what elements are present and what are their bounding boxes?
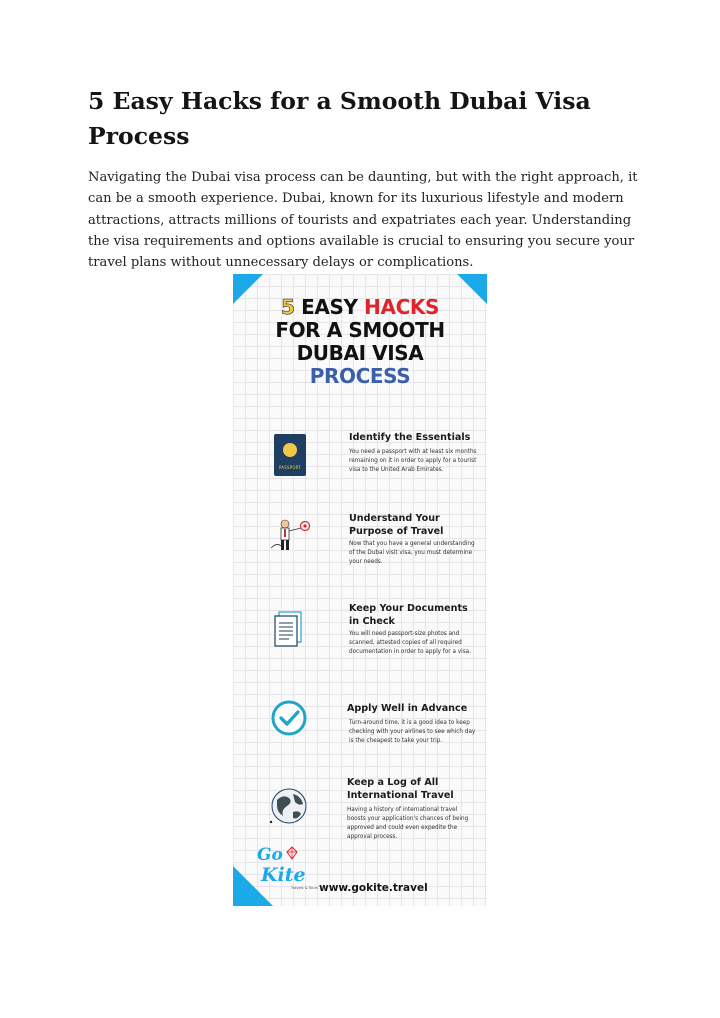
headline-line-3: DUBAI VISA: [296, 341, 424, 365]
globe-icon: [267, 784, 311, 828]
document-icon: [267, 608, 311, 652]
gokite-logo: [251, 842, 323, 898]
step-3-title: Keep Your Documents in Check: [349, 603, 468, 627]
headline-number: 5: [281, 295, 295, 319]
infographic-image: [233, 274, 487, 906]
logo-go-text: Go: [257, 845, 283, 865]
headline-hacks: HACKS: [364, 295, 439, 319]
headline-easy: EASY: [301, 295, 358, 319]
headline-line-4: PROCESS: [309, 364, 411, 388]
page-title: 5 Easy Hacks for a Smooth Dubai Visa Process: [88, 87, 591, 150]
headline-line-2: FOR A SMOOTH: [275, 318, 445, 342]
intro-paragraph: Navigating the Dubai visa process can be daunting, but with the right approach, it can be a smooth experience. Dubai, known for its luxurious lifestyle and modern attractions, attracts millions of tourists and expatriates each year. Understanding the visa requirements and options available is crucial to ensuring you secure your travel plans without unnecessary delays or complications.: [88, 170, 638, 271]
headline-line-1: [233, 296, 487, 319]
logo-tagline: Travels & Tours: [291, 886, 319, 890]
website-url: www.gokite.travel: [319, 882, 428, 894]
kite-icon: [285, 846, 299, 860]
logo-kite-text: Kite: [261, 864, 306, 886]
infographic-headline: [233, 296, 487, 388]
step-5-description: Having a history of international travel boosts your application's chances of being approved and could even expedite the approval process.: [347, 807, 469, 840]
step-4-description: Turn-around time, it is a good idea to keep checking with your airlines to see which day is the cheapest to take your trip.: [349, 720, 476, 744]
passport-globe-icon: [283, 443, 297, 457]
step-1-description: You need a passport with at least six months remaining on it in order to apply for a tourist visa to the United Arab Emirates.: [349, 449, 477, 473]
passport-icon: [274, 434, 306, 476]
passport-label: PASSPORT: [278, 465, 302, 470]
target-person-icon: [267, 514, 311, 558]
step-3-description: You will need passport-size photos and scanned, attested copies of all required documentation in order to apply for a visa.: [349, 631, 471, 655]
step-4-title: Apply Well in Advance: [347, 703, 468, 714]
step-1-title: Identify the Essentials: [349, 432, 471, 443]
step-5-title: Keep a Log of All International Travel: [347, 777, 454, 801]
checkmark-icon: [267, 696, 311, 740]
step-2-title: Understand Your Purpose of Travel: [349, 513, 444, 537]
step-2-description: Now that you have a general understanding of the Dubai visit visa, you must determine your needs.: [349, 541, 475, 565]
